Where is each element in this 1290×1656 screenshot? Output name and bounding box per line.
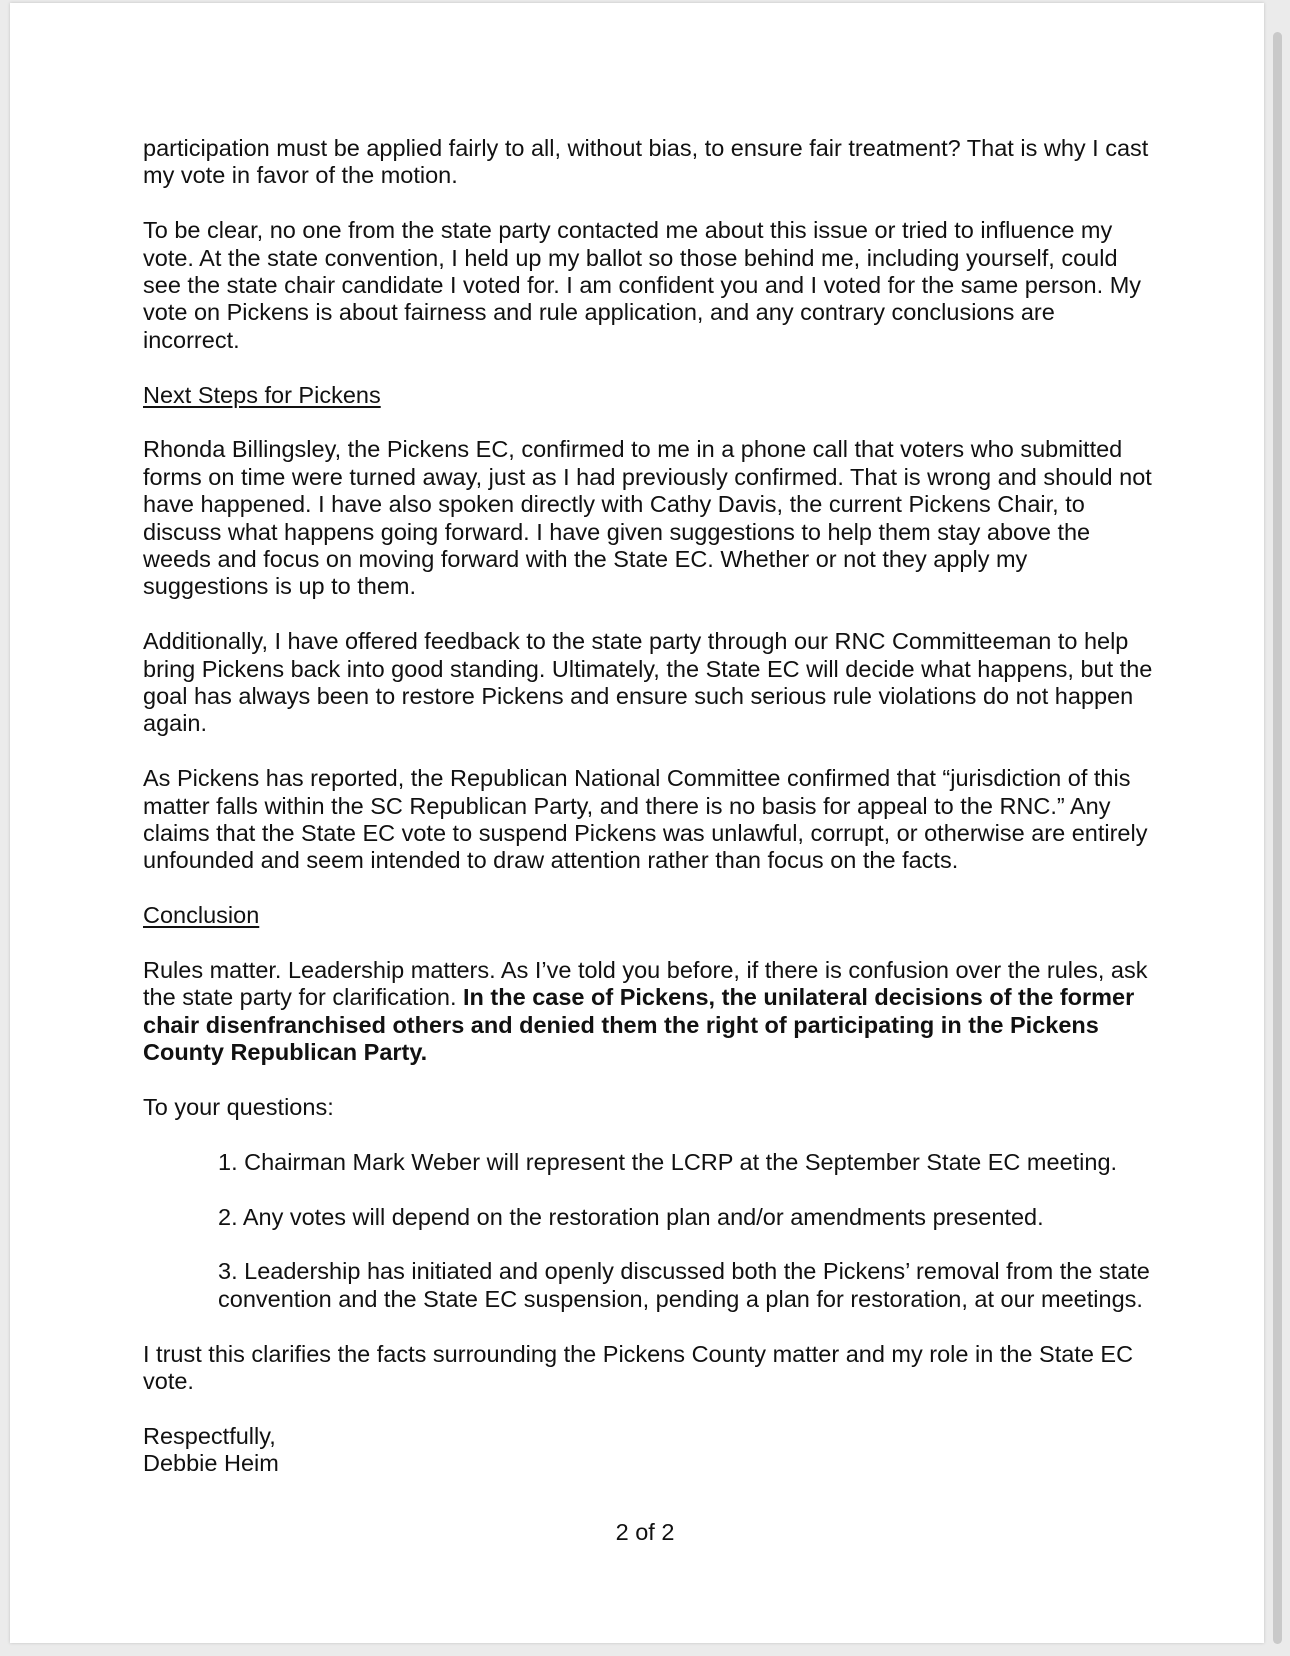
paragraph-rnc-confirmation: As Pickens has reported, the Republican National Committee confirmed that “jurisdiction of this matter falls within the SC Republican Party, and there is no basis for appeal to the RNC.” Any claims that the State EC vote to suspend Pickens was unlawful, corrupt, or otherwise are entirely unfounded and seem intended to draw attention rather than focus on the facts. [143,765,1148,874]
list-item: 3. Leadership has initiated and openly discussed both the Pickens’ removal from the state convention and the State EC suspension, pending a plan for restoration, at our meetings. [218,1258,1150,1312]
paragraph-phone-call: Rhonda Billingsley, the Pickens EC, confirmed to me in a phone call that voters who submitted forms on time were turned away, just as I had previously confirmed. That is wrong and should not have happened. I have also spoken directly with Cathy Davis, the current Pickens Chair, to discuss what happens going forward. I have given suggestions to help them stay above the weeds and focus on moving forward with the State EC. Whether or not they apply my suggestions is up to them. [143,436,1152,600]
heading-conclusion: Conclusion [143,902,260,929]
paragraph-fair-treatment: participation must be applied fairly to all, without bias, to ensure fair treatment? That is why I cast my vote in favor of the motion. [143,135,1149,189]
closing-salutation: Respectfully, [143,1422,276,1449]
page-number: 2 of 2 [615,1519,675,1545]
rules-matter-text: Rules matter. Leadership matters. As I’ve told you before, if there is confusion over the rules, ask the state party for clarification. [143,957,1148,1011]
heading-next-steps: Next Steps for Pickens [143,381,381,408]
paragraph-rules-matter [143,957,1153,1067]
signature-name: Debbie Heim [143,1450,279,1477]
paragraph-feedback: Additionally, I have offered feedback to the state party through our RNC Committeeman to help bring Pickens back into good standing. Ultimately, the State EC will decide what happens, but the goal has always been to restore Pickens and ensure such serious rule violations do not happen again. [143,628,1153,737]
rules-matter-bold-text: In the case of Pickens, the unilateral decisions of the former chair disenfranchised others and denied them the right of participating in the Pickens County Republican Party. [143,984,1135,1066]
list-item: 1. Chairman Mark Weber will represent the LCRP at the September State EC meeting. [218,1148,1118,1175]
letter-body [143,135,1153,1478]
paragraph-state-party-contact: To be clear, no one from the state party contacted me about this issue or tried to influence my vote. At the state convention, I held up my ballot so those behind me, including yourself, could see the state chair candidate I voted for. I am confident you and I voted for the same person. My vote on Pickens is about fairness and rule application, and any contrary conclusions are incorrect. [143,217,1142,353]
paragraph-trust-clarifies: I trust this clarifies the facts surrounding the Pickens County matter and my role in the State EC vote. [143,1340,1134,1395]
paragraph-questions-intro: To your questions: [143,1094,334,1121]
list-item: 2. Any votes will depend on the restoration plan and/or amendments presented. [218,1203,1044,1230]
vertical-scrollbar[interactable] [1273,32,1282,1644]
document-page [10,3,1264,1643]
